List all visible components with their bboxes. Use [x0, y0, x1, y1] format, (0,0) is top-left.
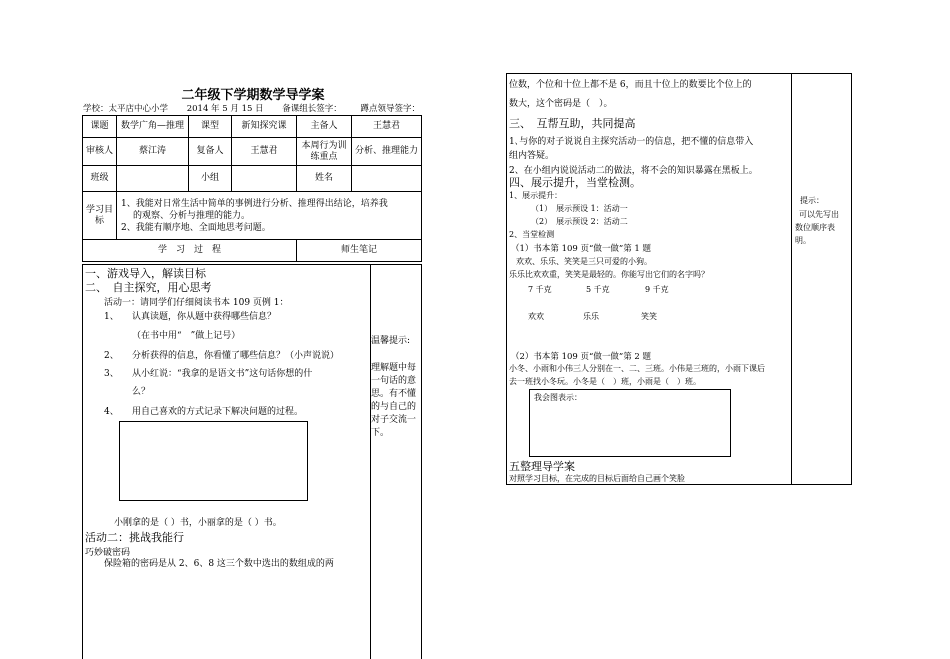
goal-line: 2、我能有顺序地、全面地思考问题。	[121, 222, 271, 233]
puzzle-title: 巧妙破密码	[85, 548, 131, 558]
notes-label: 师生笔记	[297, 240, 422, 262]
section-1: 一、游戏导入，解读目标	[85, 267, 206, 280]
tip-text	[371, 362, 416, 440]
cell: 新知探究课	[232, 116, 297, 138]
dog-name: 笑笑	[641, 312, 657, 321]
tip-line: 对子交流一	[371, 415, 417, 425]
weight-label: 9 千克	[645, 285, 669, 294]
cell: 复备人	[189, 138, 232, 166]
show-item: （1） 展示预设 1：活动一	[531, 204, 628, 213]
item-num: 4、	[104, 407, 119, 417]
dog-name: 乐乐	[583, 312, 599, 321]
chart-box[interactable]	[529, 389, 731, 457]
cell: 课型	[189, 116, 232, 138]
cell: 主备人	[297, 116, 352, 138]
tip-line: 理解题中每	[371, 363, 417, 373]
show-item: （2） 展示预设 2：活动二	[531, 217, 628, 226]
item-text: 用自己喜欢的方式记录下解决问题的过程。	[132, 407, 304, 417]
continued-line: 数大，这个密码是（ ）。	[509, 99, 613, 109]
continued-line: 位数，个位和十位上都不是 6，而且十位上的数要比个位上的	[509, 80, 752, 90]
section-4: 四、展示提升，当堂检测。	[509, 176, 641, 189]
cell	[352, 166, 422, 192]
cell	[232, 166, 297, 192]
date: 2014 年 5 月 15 日	[186, 104, 264, 114]
cell: 分析、推理能力	[352, 138, 422, 166]
info-line	[83, 102, 436, 114]
item-text: 分析获得的信息，你看懂了哪些信息？（小声说说）	[132, 351, 340, 361]
item-num: 3、	[104, 369, 119, 379]
weight-label: 7 千克	[528, 285, 552, 294]
school: 学校：太平店中心小学	[83, 104, 169, 114]
tip-line: 数位顺序表	[795, 223, 835, 232]
tip-title: 温馨提示:	[371, 336, 411, 346]
item-text: 认真读题，你从题中获得哪些信息？	[132, 312, 277, 322]
check-label: 2、当堂检测	[509, 230, 555, 239]
cell: 班级	[83, 166, 117, 192]
section-5: 五整理导学案	[509, 460, 575, 473]
item-text: 从小红说：“我拿的是语文书”这句话你想的什	[132, 369, 313, 379]
tip-line: 一句话的意	[371, 376, 417, 386]
process-label: 学 习 过 程	[83, 240, 297, 262]
item-num: 2、	[104, 351, 119, 361]
para: 2、在小组内说说活动二的做法，将不会的知识暴露在黑板上。	[509, 166, 758, 176]
weight-label: 5 千克	[586, 285, 610, 294]
cell	[117, 166, 189, 192]
cell: 审核人	[83, 138, 117, 166]
goal-content	[117, 192, 422, 240]
answer-line: 小刚拿的是（ ）书，小丽拿的是（ ）书。	[114, 518, 282, 528]
chart-label: 我会图表示：	[534, 393, 582, 402]
q2-line: 去一班找小冬玩。小冬是（ ）班，小雨是（ ）班。	[509, 377, 701, 386]
cell: 姓名	[297, 166, 352, 192]
q1-line: 乐乐比欢欢重，笑笑是最轻的。你能写出它们的名字吗？	[509, 270, 709, 279]
item-num: 1、	[104, 312, 119, 322]
supervisor-sign: 蹲点领导签字：	[360, 104, 421, 114]
q1-line: 欢欢、乐乐、笑笑是三只可爱的小狗。	[516, 257, 652, 266]
activity-2: 活动二：挑战我能行	[85, 531, 184, 544]
page-title: 二年级下学期数学导学案	[181, 88, 325, 103]
goal-line: 1、我能对日常生活中简单的事例进行分析、推理得出结论，培养我	[121, 198, 388, 209]
dog-name: 欢欢	[528, 312, 544, 321]
question-1: （1）书本第 109 页“做一做”第 1 题	[511, 244, 652, 254]
cell: 本周行为训练重点	[297, 138, 352, 166]
right-tip-text	[795, 208, 839, 247]
header-table	[82, 115, 422, 262]
puzzle-text: 保险箱的密码是从 2、6、8 这三个数中选出的数组成的两	[104, 559, 334, 569]
tip-line: 下。	[371, 428, 390, 438]
tip-line: 的与自己的	[371, 402, 417, 412]
notes-area	[369, 264, 422, 659]
cell: 课题	[83, 116, 117, 138]
section-2: 二、 自主探究，用心思考	[85, 281, 212, 294]
item-text: （在书中用“ ”做上记号）	[132, 331, 241, 341]
item-text: 么？	[132, 387, 151, 397]
cell: 王慧君	[352, 116, 422, 138]
show-label: 1、展示提升：	[509, 191, 563, 200]
cell: 小组	[189, 166, 232, 192]
cell: 蔡江涛	[117, 138, 189, 166]
cell: 王慧君	[232, 138, 297, 166]
para: 组内答疑。	[509, 151, 555, 161]
para: 1､与你的对子说说自主探究活动一的信息，把不懂的信息带入	[509, 137, 754, 147]
goal-line: 的观察、分析与推理的能力。	[133, 210, 251, 221]
activity-1: 活动一：请同学们仔细阅读书本 109 页例 1：	[104, 298, 289, 308]
tip-line: 思。有不懂	[371, 389, 417, 399]
section-5-text: 对照学习目标，在完成的目标后面给自己画个笑脸	[509, 474, 685, 483]
record-box[interactable]	[119, 421, 308, 501]
goal-label: 学习目标	[83, 192, 117, 240]
question-2: （2）书本第 109 页“做一做”第 2 题	[511, 352, 652, 362]
section-3: 三、 互帮互助，共同提高	[509, 117, 636, 130]
cell: 数学广角—推理	[117, 116, 189, 138]
tip-line: 可以先写出	[799, 210, 839, 219]
tip-line: 明。	[795, 236, 811, 245]
right-tip-title: 提示：	[800, 196, 824, 205]
leader-sign: 备课组长签字：	[282, 104, 342, 114]
right-notes-area	[790, 73, 852, 485]
q2-line: 小冬、小雨和小伟三人分别在一、二、三班。小伟是三班的，小雨下课后	[509, 364, 765, 373]
